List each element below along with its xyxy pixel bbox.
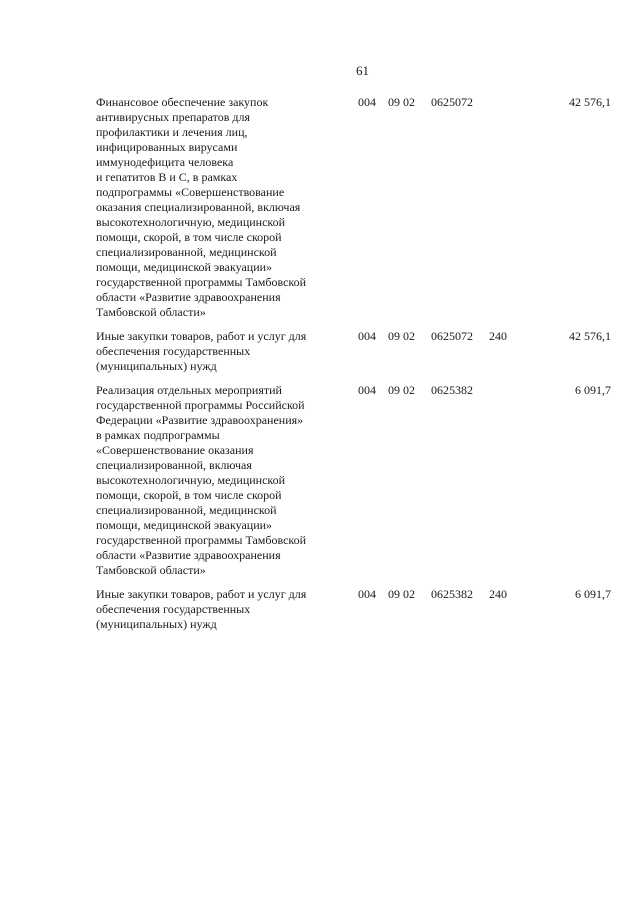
ministry-code: 004 <box>358 95 376 109</box>
ministry-code: 004 <box>358 329 376 343</box>
table-row <box>96 95 611 320</box>
amount-value: 42 576,1 <box>569 95 611 109</box>
row-description: Иные закупки товаров, работ и услуг для обеспечения государственных (муниципальных) нужд <box>96 587 307 631</box>
ministry-code: 004 <box>358 383 376 397</box>
target-article-code: 0625072 <box>431 329 473 343</box>
amount-value: 6 091,7 <box>575 383 611 397</box>
table-row <box>96 587 611 632</box>
ministry-code: 004 <box>358 587 376 601</box>
row-description: Иные закупки товаров, работ и услуг для обеспечения государственных (муниципальных) нужд <box>96 329 307 373</box>
section-code: 09 02 <box>388 95 415 109</box>
amount-value: 42 576,1 <box>569 329 611 343</box>
expense-type-code: 240 <box>489 587 507 601</box>
table-row <box>96 383 611 578</box>
amount-value: 6 091,7 <box>575 587 611 601</box>
section-code: 09 02 <box>388 587 415 601</box>
row-description: Финансовое обеспечение закупок антивирусных препаратов для профилактики и лечения лиц, инфицированных вирусами иммунодефицита человека и гепатитов В и С, в рамках подпрограммы «Совершенствование оказания специализированной, включая высокотехнологичную, медицинской помощи, скорой, в том числе скорой специализированной, медицинской помощи, медицинской эвакуации» государственной программы Тамбовской области «Развитие здравоохранения Тамбовской области» <box>96 95 307 319</box>
target-article-code: 0625072 <box>431 95 473 109</box>
expense-type-code: 240 <box>489 329 507 343</box>
section-code: 09 02 <box>388 383 415 397</box>
target-article-code: 0625382 <box>431 587 473 601</box>
page-number: 61 <box>356 63 369 78</box>
budget-table <box>96 95 611 632</box>
section-code: 09 02 <box>388 329 415 343</box>
target-article-code: 0625382 <box>431 383 473 397</box>
table-row <box>96 329 611 374</box>
row-description: Реализация отдельных мероприятий государственной программы Российской Федерации «Развитие здравоохранения» в рамках подпрограммы «Совершенствование оказания специализированной, включая высокотехнологичную, медицинской помощи, скорой, в том числе скорой специализированной, медицинской помощи, медицинской эвакуации» государственной программы Тамбовской области «Развитие здравоохранения Тамбовской области» <box>96 383 307 577</box>
